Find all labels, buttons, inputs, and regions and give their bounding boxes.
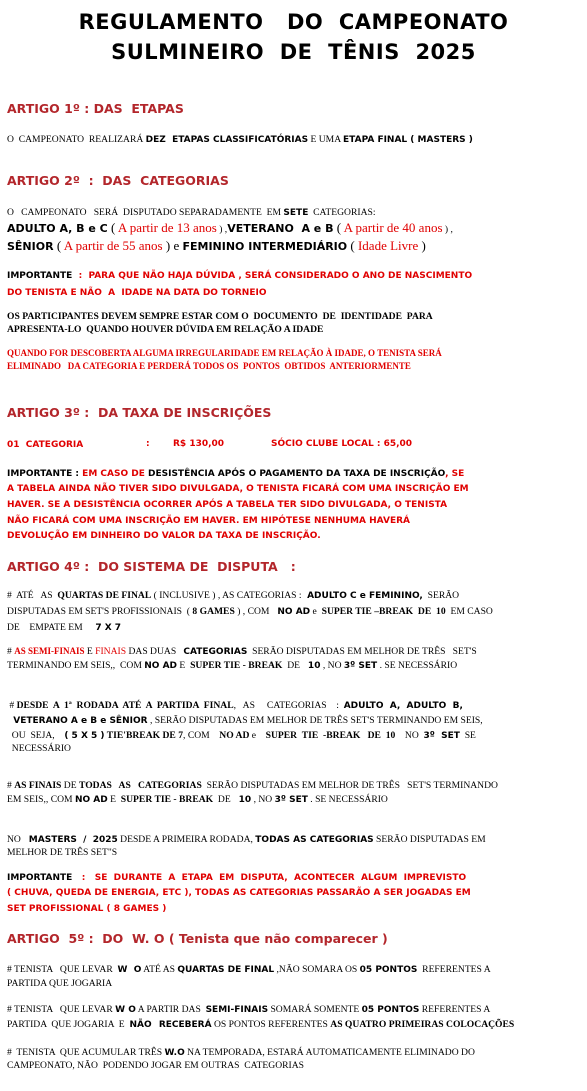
document-title-line-1: REGULAMENTO DO CAMPEONATO [78,10,509,34]
article-3-important-line-2: A TABELA AINDA NÃO TIVER SIDO DIVULGADA, O TENISTA FICARÁ COM UMA INSCRIÇÃO EM [7,484,469,494]
article-4-important-line-2: ( CHUVA, QUEDA DE ENERGIA, ETC ), TODAS AS CATEGORIAS PASSARÃO A SER JOGADAS EM [7,888,471,898]
fee-category-label: 01 CATEGORIA [7,440,84,450]
article-2-irregularity-line-1: QUANDO FOR DESCOBERTA ALGUMA IRREGULARIDADE EM RELAÇÃO À IDADE, O TENISTA SERÁ [7,348,442,358]
article-3-important-line-1: IMPORTANTE : EM CASO DE DESISTÊNCIA APÓS O PAGAMENTO DA TAXA DE INSCRIÇÃO, SE [7,469,465,479]
article-4-p3-line-2: VETERANO A e B e SÊNIOR , SERÃO DISPUTADAS EM MELHOR DE TRÊS SET'S TERMINANDO EM SEIS, [7,715,483,726]
article-4-p3-line-4: NECESSÁRIO [7,743,71,754]
article-2-intro: O CAMPEONATO SERÁ DISPUTADO SEPARADAMENTE EM SETE CATEGORIAS: [7,207,376,218]
article-4-important-line-3: SET PROFISSIONAL ( 8 GAMES ) [7,904,167,914]
article-1-text: O CAMPEONATO REALIZARÁ DEZ ETAPAS CLASSIFICATÓRIAS E UMA ETAPA FINAL ( MASTERS ) [7,134,473,145]
article-5-q2-line-2: PARTIDA QUE JOGARIA E NÃO RECEBERÁ OS PONTOS REFERENTES AS QUATRO PRIMEIRAS COLOCAÇÕES [7,1019,515,1030]
article-5-q1-line-1: # TENISTA QUE LEVAR W O ATÉ AS QUARTAS DE FINAL ,NÃO SOMARA OS 05 PONTOS REFERENTES A [7,964,491,975]
fee-club-value: SÓCIO CLUBE LOCAL : 65,00 [271,439,413,449]
article-5-heading: ARTIGO 5º : DO W. O ( Tenista que não comparecer ) [7,931,388,946]
article-3-important-line-4: NÃO FICARÁ COM UMA INSCRIÇÃO EM HAVER. EM HIPÓTESE NENHUMA HAVERÁ [7,516,410,526]
article-2-important-line-2: DO TENISTA E NÃO A IDADE NA DATA DO TORNEIO [7,288,267,298]
article-5-q2-line-1: # TENISTA QUE LEVAR W O A PARTIR DAS SEMI-FINAIS SOMARÁ SOMENTE 05 PONTOS REFERENTES A [7,1004,491,1015]
article-4-p5-line-1: NO MASTERS / 2025 DESDE A PRIMEIRA RODADA, TODAS AS CATEGORIAS SERÃO DISPUTADAS EM [7,834,486,845]
article-2-document-line-2: APRESENTA-LO QUANDO HOUVER DÚVIDA EM RELAÇÃO A IDADE [7,324,324,335]
fee-value: R$ 130,00 [173,439,225,449]
article-4-p3-line-3: OU SEJA, ( 5 X 5 ) TIE'BREAK DE 7, COM NO AD e SUPER TIE -BREAK DE 10 NO 3º SET SE [7,730,476,741]
article-3-heading: ARTIGO 3º : DA TAXA DE INSCRIÇÕES [7,405,272,420]
article-4-p1-line-2: DISPUTADAS EM SET'S PROFISSIONAIS ( 8 GAMES ) , COM NO AD e SUPER TIE –BREAK DE 10 EM CASO [7,606,493,617]
article-2-categories-line-1: ADULTO A, B e C ( A partir de 13 anos ) ,VETERANO A e B ( A partir de 40 anos ) , [7,220,453,235]
article-2-important-line-1: IMPORTANTE : PARA QUE NÃO HAJA DÚVIDA , SERÁ CONSIDERADO O ANO DE NASCIMENTO [7,271,473,281]
article-4-p1-line-1: # ATÉ AS QUARTAS DE FINAL ( INCLUSIVE ) , AS CATEGORIAS : ADULTO C e FEMININO, SERÃO [7,590,460,601]
article-5-q1-line-2: PARTIDA QUE JOGARIA [7,978,113,989]
article-4-p2-line-2: TERMINANDO EM SEIS,, COM NO AD E SUPER TIE - BREAK DE 10 , NO 3º SET . SE NECESSÁRIO [7,660,458,671]
article-5-q3-line-2: CAMPEONATO, NÃO PODENDO JOGAR EM OUTRAS CATEGORIAS [7,1060,304,1071]
article-4-heading: ARTIGO 4º : DO SISTEMA DE DISPUTA : [7,559,296,574]
article-4-important-line-1: IMPORTANTE : SE DURANTE A ETAPA EM DISPUTA, ACONTECER ALGUM IMPREVISTO [7,873,467,883]
article-2-categories-line-2: SÊNIOR ( A partir de 55 anos ) e FEMININO INTERMEDIÁRIO ( Idade Livre ) [7,238,426,253]
article-3-important-line-5: DEVOLUÇÃO EM DINHEIRO DO VALOR DA TAXA DE INSCRIÇÃO. [7,531,321,541]
article-4-p1-line-3: DE EMPATE EM 7 X 7 [7,622,122,633]
article-2-irregularity-line-2: ELIMINADO DA CATEGORIA E PERDERÁ TODOS OS PONTOS OBTIDOS ANTERIORMENTE [7,361,411,371]
article-4-p5-line-2: MELHOR DE TRÊS SET"S [7,847,118,858]
article-3-important-line-3: HAVER. SE A DESISTÊNCIA OCORRER APÓS A TABELA TER SIDO DIVULGADA, O TENISTA [7,500,448,510]
article-4-p2-line-1: # AS SEMI-FINAIS E FINAIS DAS DUAS CATEGORIAS SERÃO DISPUTADAS EM MELHOR DE TRÊS SET'S [7,646,477,657]
article-1-heading: ARTIGO 1º : DAS ETAPAS [7,101,184,116]
article-5-q3-line-1: # TENISTA QUE ACUMULAR TRÊS W.O NA TEMPORADA, ESTARÁ AUTOMATICAMENTE ELIMINADO DO [7,1047,475,1058]
article-4-p4-line-1: # AS FINAIS DE TODAS AS CATEGORIAS SERÃO DISPUTADAS EM MELHOR DE TRÊS SET'S TERMINANDO [7,780,498,791]
document-title-line-2: SULMINEIRO DE TÊNIS 2025 [111,40,476,64]
article-3-fee-line: 01 CATEGORIA : R$ 130,00 SÓCIO CLUBE LOCAL : 65,00 [7,439,413,450]
article-2-heading: ARTIGO 2º : DAS CATEGORIAS [7,173,229,188]
article-4-p3-line-1: # DESDE A 1ª RODADA ATÉ A PARTIDA FINAL, AS CATEGORIAS : ADULTO A, ADULTO B, [7,700,463,711]
article-4-p4-line-2: EM SEIS,, COM NO AD E SUPER TIE - BREAK DE 10 , NO 3º SET . SE NECESSÁRIO [7,794,388,805]
article-2-document-line-1: OS PARTICIPANTES DEVEM SEMPRE ESTAR COM O DOCUMENTO DE IDENTIDADE PARA [7,311,433,322]
